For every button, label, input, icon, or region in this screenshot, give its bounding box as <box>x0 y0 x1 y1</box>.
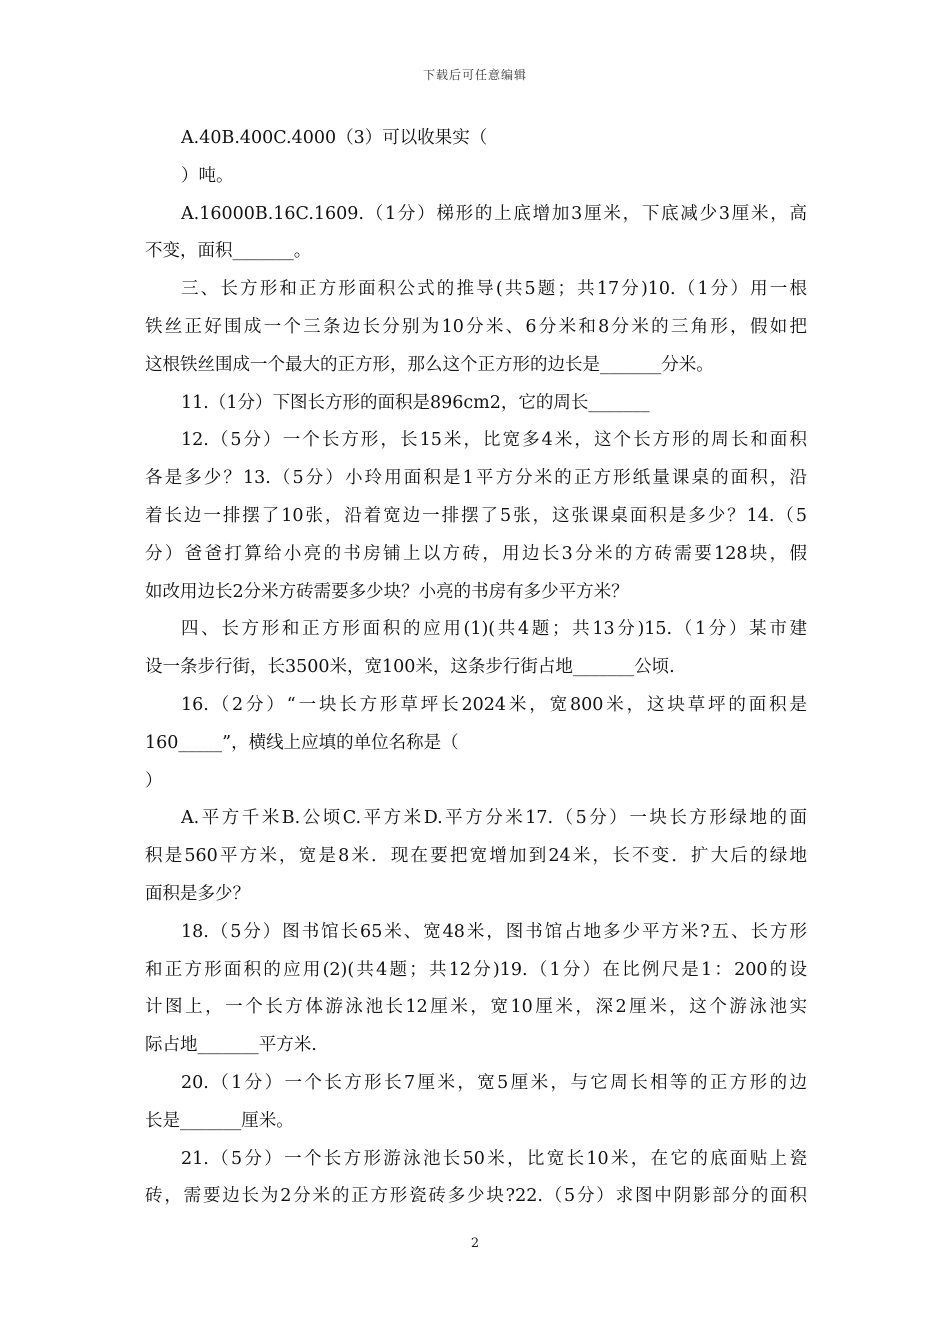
text-line: ） <box>145 770 163 791</box>
section-heading-line: 和正方形面积的应用(2)(共4题；共12分)19.（1分）在比例尺是1：200的设 <box>145 959 807 980</box>
text-line: 铁丝正好围成一个三条边长分别为10分米、6分米和8分米的三角形，假如把 <box>145 316 807 337</box>
text-line: 积是560平方米，宽是8米．现在要把宽增加到24米，长不变．扩大后的绿地 <box>145 846 807 867</box>
section-heading-line: 四、长方形和正方形面积的应用(1)(共4题；共13分)15.（1分）某市建 <box>181 619 807 640</box>
text-line: ）吨。 <box>181 165 234 186</box>
text-line: 12.（5分）一个长方形，长15米，比宽多4米，这个长方形的周长和面积 <box>181 430 807 451</box>
text-line: 长是_______厘米。 <box>145 1110 294 1131</box>
page-header: 下载后可任意编辑 <box>422 68 527 82</box>
text-line: 分）爸爸打算给小亮的书房铺上以方砖，用边长3分米的方砖需要128块，假 <box>145 543 807 564</box>
page-number: 2 <box>470 1236 480 1251</box>
text-line: A.16000B.16C.1609.（1分）梯形的上底增加3厘米，下底减少3厘米，高 <box>181 203 807 224</box>
text-line: 11.（1分）下图长方形的面积是896cm2，它的周长_______ <box>181 392 650 413</box>
text-line: 着长边一排摆了10张，沿着宽边一排摆了5张，这张课桌面积是多少？14.（5 <box>145 505 807 526</box>
document-body <box>145 120 807 1216</box>
section-heading-line: 三、长方形和正方形面积公式的推导(共5题；共17分)10.（1分）用一根 <box>181 279 807 300</box>
text-line: 设一条步行街，长3500米，宽100米，这条步行街占地_______公顷. <box>145 657 675 678</box>
text-line: 际占地_______平方米. <box>145 1035 317 1056</box>
text-line: 21.（5分）一个长方形游泳池长50米，比宽长10米，在它的底面贴上瓷 <box>181 1148 807 1169</box>
text-line: A.40B.400C.4000（3）可以收果实（ <box>181 128 488 148</box>
text-line: A.平方千米B.公顷C.平方米D.平方分米17.（5分）一块长方形绿地的面 <box>181 808 807 829</box>
text-line: 面积是多少？ <box>145 883 250 904</box>
text-line: 各是多少？13.（5分）小玲用面积是1平方分米的正方形纸量课桌的面积，沿 <box>145 468 807 489</box>
text-line: 20.（1分）一个长方形长7厘米，宽5厘米，与它周长相等的正方形的边 <box>181 1072 807 1093</box>
text-line: 16.（2分）“一块长方形草坪长2024米，宽800米，这块草坪的面积是 <box>181 694 807 715</box>
text-line: 160_____”，横线上应填的单位名称是（ <box>145 732 459 753</box>
text-line: 不变，面积_______。 <box>145 241 312 262</box>
text-line: 18.（5分）图书馆长65米、宽48米，图书馆占地多少平方米?五、长方形 <box>181 921 807 942</box>
text-line: 如改用边长2分米方砖需要多少块？小亮的书房有多少平方米？ <box>145 581 629 602</box>
text-line: 计图上，一个长方体游泳池长12厘米，宽10厘米，深2厘米，这个游泳池实 <box>145 997 807 1018</box>
text-line: 这根铁丝围成一个最大的正方形，那么这个正方形的边长是_______分米。 <box>145 354 714 375</box>
text-line: 砖，需要边长为2分米的正方形瓷砖多少块?22.（5分）求图中阴影部分的面积 <box>145 1186 807 1207</box>
